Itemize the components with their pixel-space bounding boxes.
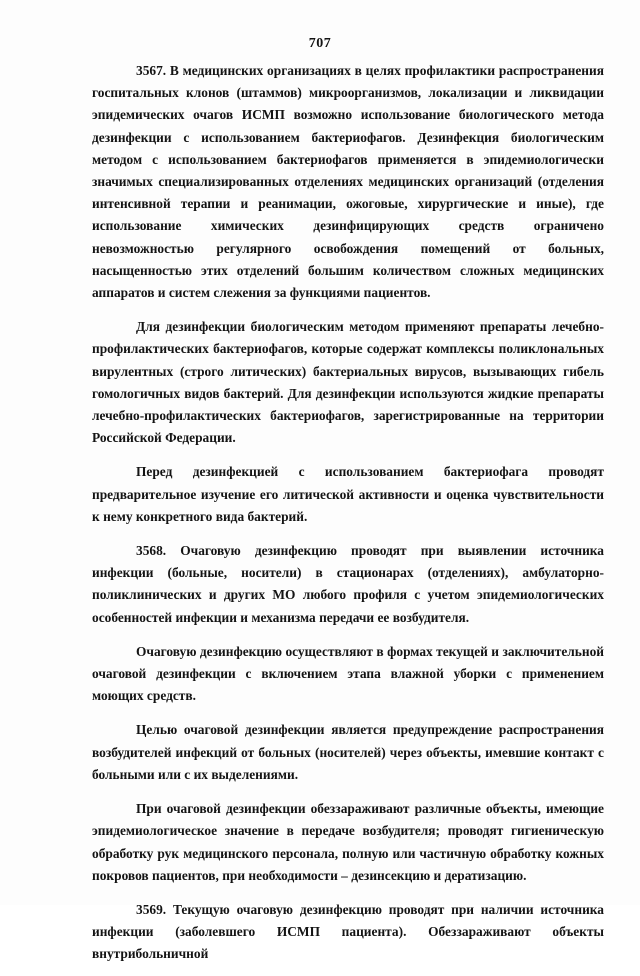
paragraph-focal-objects: При очаговой дезинфекции обеззараживают различные объекты, имеющие эпидемиологическое значение в передаче возбудителя; проводят гигиеническую обработку рук медицинского персонала, полную или частичную обработку кожных покровов пациентов, при необходимости – дезинсекцию и дератизацию. [92, 801, 604, 883]
paragraph-focal-forms: Очаговую дезинфекцию осуществляют в формах текущей и заключительной очаговой дезинфекции с включением этапа влажной уборки с применением моющих средств. [92, 643, 604, 704]
paragraph-focal-goal: Целью очаговой дезинфекции является предупреждение распространения возбудителей инфекций от больных (носителей) через объекты, имевшие контакт с больными или с их выделениями. [92, 722, 604, 782]
document-body [92, 60, 604, 976]
paragraph-3568: 3568. Очаговую дезинфекцию проводят при выявлении источника инфекции (больные, носители) в стационарах (отделениях), амбулаторно-поликлинических и других МО любого профиля с учетом эпидемиологических особенностей инфекции и механизма передачи ее возбудителя. [92, 543, 604, 625]
paragraph-bacteriophage-method: Для дезинфекции биологическим методом применяют препараты лечебно-профилактических бактериофагов, которые содержат комплексы поликлональных вирулентных (строго литических) бактериальных вирусов, вызывающих гибель гомологичных видов бактерий. Для дезинфекции используются жидкие препараты лечебно-профилактических бактериофагов, зарегистрированные на территории Российской Федерации. [92, 319, 604, 446]
page-number: 707 [308, 36, 332, 51]
paragraph-3567: 3567. В медицинских организациях в целях профилактики распространения госпитальных клонов (штаммов) микроорганизмов, локализации и ликвидации эпидемических очагов ИСМП возможно использование биологического метода дезинфекции с использованием бактериофагов. Дезинфекция биологическим методом с использованием бактериофагов применяется в эпидемиологически значимых специализированных отделениях медицинских организаций (отделения интенсивной терапии и реанимации, ожоговые, хирургические и иные), где использование химических дезинфицирующих средств ограничено невозможностью регулярного освобождения помещений от больных, насыщенностью этих отделений большим количеством сложных медицинских аппаратов и систем слежения за функциями пациентов. [92, 63, 604, 301]
paragraph-lytic-activity: Перед дезинфекцией с использованием бактериофага проводят предварительное изучение его литической активности и оценка чувствительности к нему конкретного вида бактерий. [92, 464, 604, 524]
paragraph-3569: 3569. Текущую очаговую дезинфекцию проводят при наличии источника инфекции (заболевшего ИСМП пациента). Обеззараживают объекты внутрибольничной [92, 901, 604, 962]
